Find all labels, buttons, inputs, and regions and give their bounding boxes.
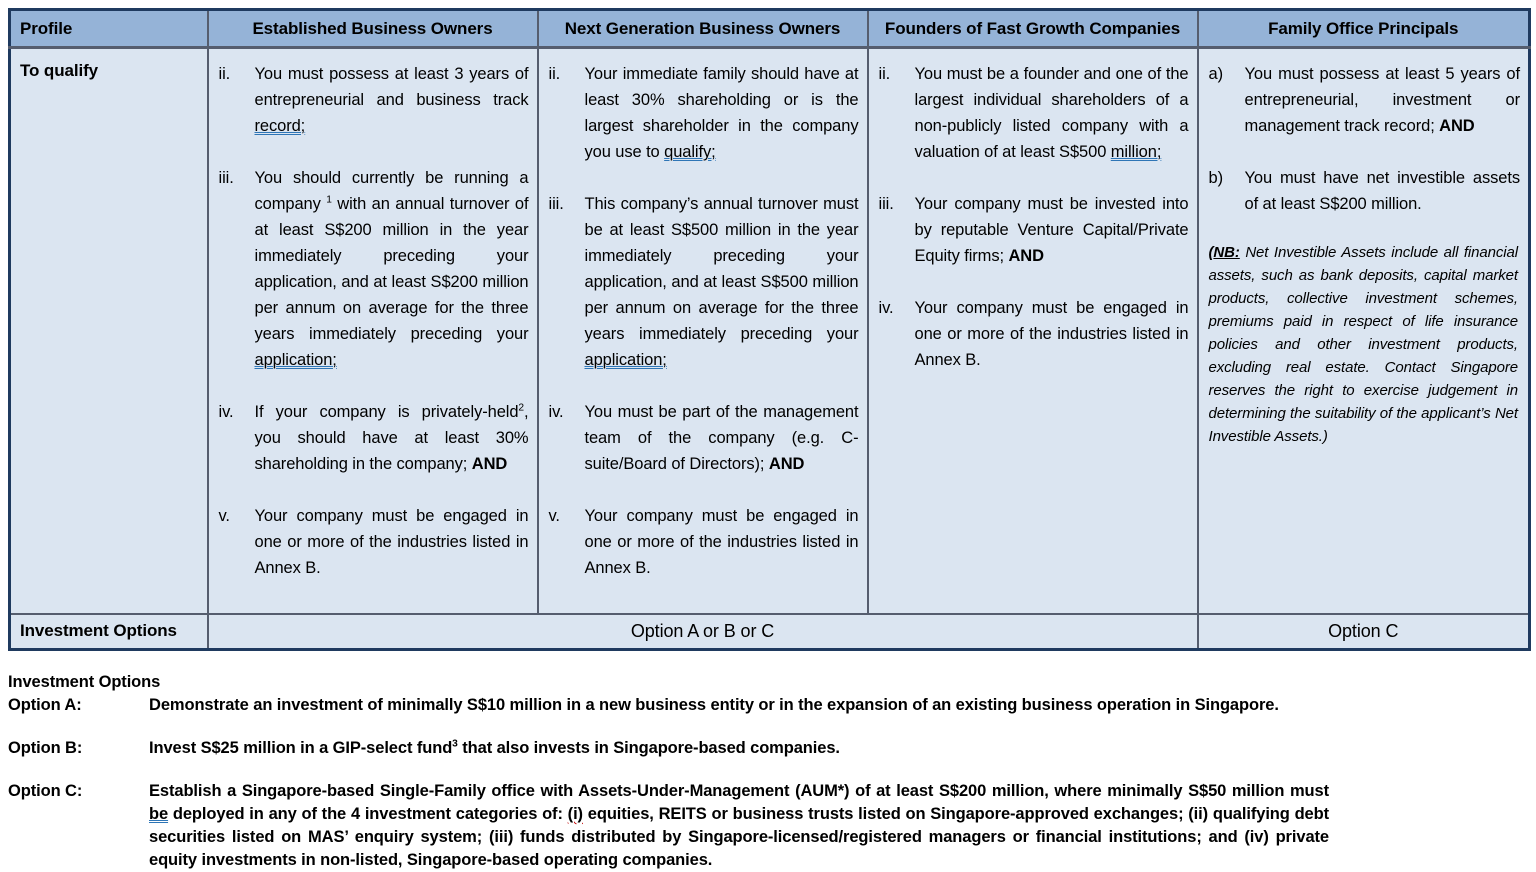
text-run: AND	[471, 455, 508, 473]
text-run: You must possess at least 3 years of entrepreneurial and business track	[254, 65, 529, 109]
text-run: Your company must be engaged in one or more of the industries listed in Annex B.	[584, 507, 859, 577]
header-established-business-owners: Established Business Owners	[208, 10, 538, 48]
list-marker: a)	[1208, 65, 1223, 83]
text-run: 2	[518, 402, 525, 414]
list-item	[1209, 61, 1521, 139]
list-marker: ii.	[218, 65, 231, 83]
list-item	[879, 191, 1189, 269]
list-item-text	[915, 61, 1189, 165]
list-marker: ii.	[548, 65, 561, 83]
to-qualify-row	[10, 48, 1530, 614]
text-run: If your company is privately-held	[254, 403, 519, 421]
text-run: record;	[254, 117, 306, 135]
list-marker: iii.	[548, 195, 564, 213]
header-founders-of-fast-growth-companies: Founders of Fast Growth Companies	[868, 10, 1198, 48]
table-header-row	[10, 10, 1530, 48]
text-run: You should currently be running a company	[254, 169, 529, 213]
list-item	[219, 399, 529, 477]
list-item-text	[255, 399, 529, 477]
text-run: You must be part of the management team of the company (e.g. C-suite/Board of Directors);	[584, 403, 859, 473]
text-run: (i)	[567, 805, 583, 823]
text-run: Your company must be engaged in one or more of the industries listed in Annex B.	[914, 299, 1189, 369]
header-family-office-principals: Family Office Principals	[1198, 10, 1530, 48]
option-a-label: Option A:	[8, 696, 82, 714]
list-item	[549, 191, 859, 373]
text-run: million;	[1110, 143, 1162, 161]
list-item	[879, 295, 1189, 373]
option-b-text	[149, 737, 1329, 760]
list-item-text	[1245, 165, 1521, 217]
option-c-label: Option C:	[8, 782, 83, 800]
list-marker: v.	[548, 507, 560, 525]
net-investible-assets-note	[1207, 241, 1521, 448]
list-marker: iv.	[218, 403, 234, 421]
list-item	[219, 165, 529, 373]
header-next-generation-business-owners: Next Generation Business Owners	[538, 10, 868, 48]
list-item-text	[255, 61, 529, 139]
text-run: 3	[452, 738, 458, 750]
list-marker: iv.	[878, 299, 894, 317]
option-b-row	[8, 737, 1528, 760]
text-run: AND	[1008, 247, 1044, 265]
text-run: equities, REITS or business trusts listed on Singapore-approved exchanges; (ii) qualifying debt securities listed on MAS’ enquiry system; (iii) funds distributed by Singapore-licensed/registered managers or financial institutions; and (iv) private equity investments in non-listed, Singapore-based operating companies.	[149, 805, 1329, 869]
list-item-text	[255, 503, 529, 581]
text-run: Your company must be invested into by reputable Venture Capital/Private Equity firms;	[914, 195, 1189, 265]
list-marker: b)	[1208, 169, 1223, 187]
list-item-text	[1245, 61, 1521, 139]
text-run: Invest S$25 million in a GIP-select fund	[149, 739, 453, 757]
list-marker: iv.	[548, 403, 564, 421]
text-run: application;	[584, 351, 667, 369]
investment-options-section	[8, 651, 1528, 872]
header-profile: Profile	[10, 10, 208, 48]
text-run: AND	[1439, 117, 1475, 135]
option-b-label: Option B:	[8, 739, 83, 757]
list-item	[879, 61, 1189, 165]
list-marker: ii.	[878, 65, 891, 83]
text-run: Demonstrate an investment of minimally S$10 million in a new business entity or in the expansion of an existing business operation in Singapore.	[149, 696, 1279, 714]
list-item-text	[585, 61, 859, 165]
text-run: NB:	[1213, 244, 1240, 261]
investment-options-title: Investment Options	[8, 673, 161, 691]
qualify-cell-founders-of-fast-growth-companies	[868, 48, 1198, 614]
list-item-text	[915, 191, 1189, 269]
list-item	[549, 399, 859, 477]
list-item-text	[255, 165, 529, 373]
option-a-text	[149, 694, 1329, 717]
text-run: (	[1208, 244, 1214, 261]
list-item	[549, 503, 859, 581]
list-item	[549, 61, 859, 165]
text-run: AND	[768, 455, 805, 473]
qualify-cell-established-business-owners	[208, 48, 538, 614]
list-item-text	[585, 503, 859, 581]
qualify-cell-next-generation-business-owners	[538, 48, 868, 614]
list-marker: iii.	[878, 195, 894, 213]
list-item-text	[915, 295, 1189, 373]
option-c-text	[149, 780, 1329, 872]
list-item	[219, 503, 529, 581]
text-run: , you should have at least 30% shareholding in the company;	[254, 403, 529, 473]
option-a-row	[8, 694, 1528, 717]
text-run: that also invests in Singapore-based companies.	[457, 739, 840, 757]
list-item	[1209, 165, 1521, 217]
qualify-cell-family-office-principals	[1198, 48, 1530, 614]
text-run: You must be a founder and one of the largest individual shareholders of a non-publicly listed company with a valuation of at least S$500	[914, 65, 1189, 161]
text-run: Your company must be engaged in one or more of the industries listed in Annex B.	[254, 507, 529, 577]
investment-options-row	[10, 614, 1530, 650]
text-run: Net Investible Assets include all financial assets, such as bank deposits, capital market products, collective investment schemes, premiums paid in respect of life insurance policies and other investment products, excluding real estate. Contact Singapore reserves the right to exercise judgement in determining the suitability of the applicant’s Net Investible Assets.)	[1208, 244, 1518, 445]
text-run: deployed in any of the 4 investment categories of:	[168, 805, 568, 823]
text-run: Establish a Singapore-based Single-Family office with Assets-Under-Management (AUM*) of at least S$200 million, where minimally S$50 million must	[149, 782, 1329, 800]
to-qualify-label-cell: To qualify	[10, 48, 208, 614]
text-run: 1	[326, 194, 332, 206]
list-item-text	[585, 191, 859, 373]
text-run: You must have net investible assets of at least S$200 million.	[1244, 169, 1520, 213]
investment-options-label-cell: Investment Options	[10, 614, 208, 650]
qualification-table	[8, 8, 1531, 651]
option-abc-cell: Option A or B or C	[208, 614, 1198, 650]
list-marker: v.	[218, 507, 230, 525]
list-item	[219, 61, 529, 139]
text-run: application;	[254, 351, 337, 369]
list-item-text	[585, 399, 859, 477]
option-c-row	[8, 780, 1528, 872]
list-marker: iii.	[218, 169, 234, 187]
text-run: qualify;	[664, 143, 716, 161]
text-run: You must possess at least 5 years of entrepreneurial, investment or management track record;	[1244, 65, 1520, 135]
text-run: This company’s annual turnover must be at least S$500 million in the year immediately preceding your application, and at least S$500 million per annum on average for the three years immediately preceding your	[584, 195, 859, 343]
option-c-cell: Option C	[1198, 614, 1530, 650]
text-run: Your immediate family should have at least 30% shareholding or is the largest shareholder in the company you use to	[584, 65, 859, 161]
text-run: be	[149, 805, 169, 823]
text-run: with an annual turnover of at least S$200 million in the year immediately preceding your application, and at least S$200 million per annum on average for the three years immediately preceding your	[254, 195, 529, 343]
